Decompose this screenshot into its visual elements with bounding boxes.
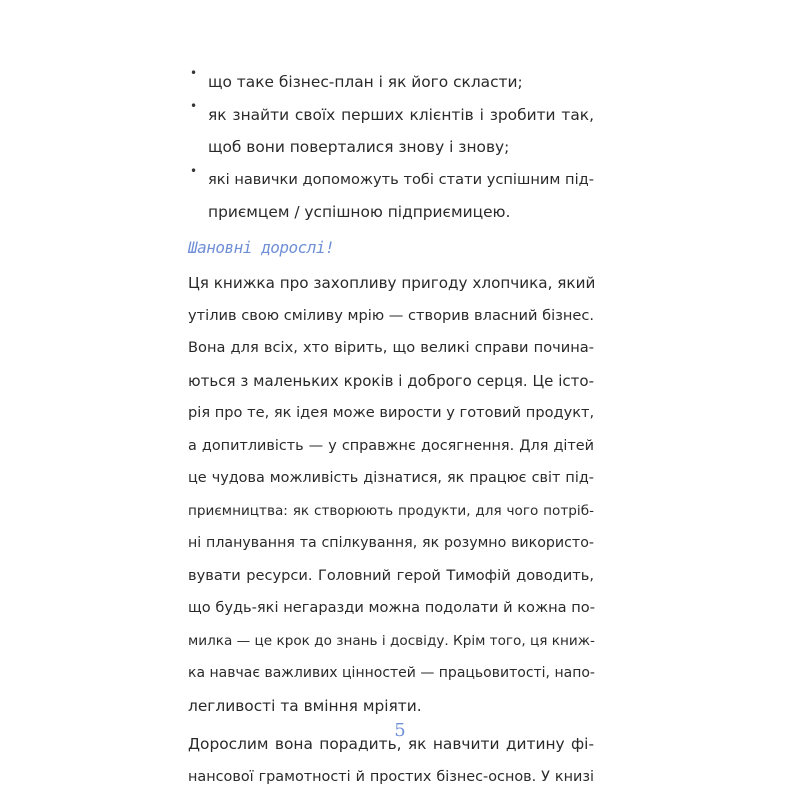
bullet-item	[188, 99, 594, 164]
page-number: 5	[394, 720, 406, 741]
bullet-icon: •	[190, 163, 198, 178]
bullet-line: приємцем / успішною підприємицею.	[208, 203, 511, 221]
paragraph-1	[188, 267, 594, 722]
bullet-line: які навички допоможуть тобі стати успішним під-	[208, 170, 594, 188]
section-heading: Шановні дорослі!	[188, 237, 335, 257]
bullet-icon: •	[190, 66, 198, 80]
paragraph-line: а допитливість — у справжнє досягнення. Для дітей	[188, 437, 594, 454]
bullet-line: щоб вони поверталися знову і знову;	[208, 138, 510, 156]
paragraph-line: Вона для всіх, хто вірить, що великі справи почина-	[188, 339, 594, 356]
bullet-line: що таке бізнес-план і як його скласти;	[208, 73, 523, 91]
paragraph-line: легливості та вміння мріяти.	[188, 696, 422, 715]
bullet-line: як знайти своїх перших клієнтів і зробити так,	[208, 105, 594, 124]
bullet-item	[188, 164, 594, 229]
paragraph-line: вувати ресурси. Головний герой Тимофій доводить,	[188, 566, 594, 584]
paragraph-line: ються з маленьких кроків і доброго серця. Це істо-	[188, 371, 594, 390]
bullet-icon: •	[190, 98, 198, 113]
paragraph-line: нансової грамотності й простих бізнес-основ. У книзі	[188, 768, 594, 785]
paragraph-line: ні планування та спілкування, як розумно використо-	[188, 535, 594, 551]
bullet-list	[188, 66, 594, 229]
paragraph-line: це чудова можливість дізнатися, як працює світ під-	[188, 470, 594, 486]
paragraph-line: рія про те, як ідея може вирости у готовий продукт,	[188, 404, 595, 421]
paragraph-line: Дорослим вона порадить, як навчити дитину фі-	[188, 735, 594, 753]
paragraph-line: Ця книжка про захопливу пригоду хлопчика, який	[188, 274, 596, 292]
paragraph-line: ка навчає важливих цінностей — працьовитості, напо-	[188, 665, 595, 681]
bullet-item	[188, 66, 594, 99]
paragraph-line: милка — це крок до знань і досвіду. Крім того, ця книж-	[188, 632, 595, 649]
paragraph-line: утілив свою сміливу мрію — створив власний бізнес.	[188, 306, 595, 324]
paragraph-line: що будь-які негаразди можна подолати й кожна по-	[188, 599, 595, 616]
paragraph-line: приємництва: як створюють продукти, для чого потріб-	[188, 502, 594, 519]
page-content	[188, 66, 594, 793]
